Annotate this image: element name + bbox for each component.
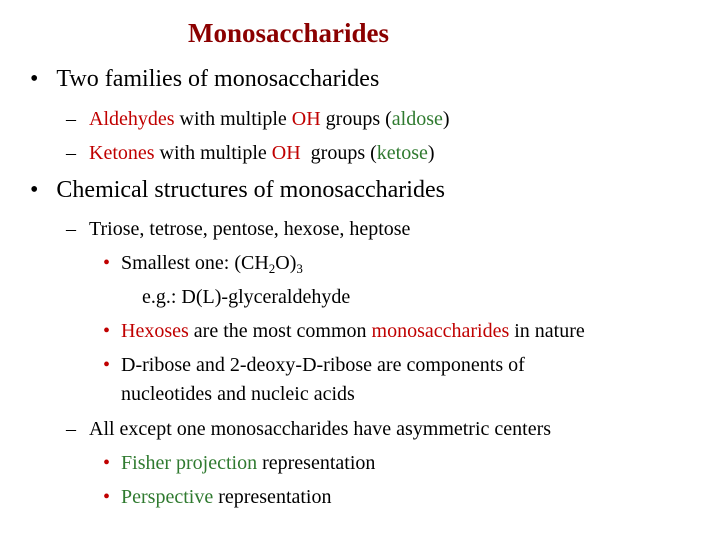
subitem-aldehydes <box>66 108 450 131</box>
text-fragment: ) <box>427 142 435 164</box>
dash-glyph: – <box>66 218 76 240</box>
bullet-glyph: • <box>103 320 111 342</box>
item-text: All except one monosaccharides have asymmetric centers <box>89 418 552 440</box>
dash-glyph: – <box>66 418 76 440</box>
aldehydes-term: Aldehydes <box>89 108 175 130</box>
subitem-triose <box>66 218 410 241</box>
text-fragment: groups ( <box>320 108 392 130</box>
oh-term: OH <box>291 108 321 130</box>
point-example: e.g.: D(L)-glyceraldehyde <box>142 286 351 308</box>
monosaccharides-term: monosaccharides <box>371 320 510 342</box>
aldose-term: aldose <box>391 108 443 130</box>
ketones-term: Ketones <box>89 142 155 164</box>
bullet-glyph: • <box>30 66 39 92</box>
bullet-glyph: • <box>103 252 111 274</box>
point-perspective <box>103 486 331 509</box>
ketose-term: ketose <box>376 142 428 164</box>
text-fragment: ) <box>442 108 450 130</box>
point-hexoses <box>103 320 585 343</box>
dash-glyph: – <box>66 142 76 164</box>
subscript: 2 <box>268 261 276 276</box>
text-fragment: with multiple <box>154 142 272 164</box>
text-fragment: are the most common <box>188 320 372 342</box>
subitem-asymmetric <box>66 418 551 441</box>
hexoses-term: Hexoses <box>121 320 189 342</box>
point-fisher <box>103 452 375 475</box>
point-ribose <box>103 354 525 377</box>
text-fragment: D-ribose and 2-deoxy-D-ribose are components of <box>121 354 525 376</box>
bullet-item-families <box>30 66 379 93</box>
bullet-glyph: • <box>103 486 111 508</box>
text-fragment: with multiple <box>174 108 292 130</box>
subitem-ketones <box>66 142 435 165</box>
dash-glyph: – <box>66 108 76 130</box>
oh-term: OH <box>271 142 301 164</box>
bullet-glyph: • <box>30 177 39 203</box>
point-ribose-cont: nucleotides and nucleic acids <box>121 383 355 405</box>
bullet-glyph: • <box>103 354 111 376</box>
item-text: Two families of monosaccharides <box>56 66 380 92</box>
text-fragment: groups ( <box>300 142 377 164</box>
fisher-term: Fisher projection <box>121 452 258 474</box>
subscript: 3 <box>296 261 303 276</box>
text-fragment: Smallest one: (CH <box>121 252 269 274</box>
slide-title: Monosaccharides <box>188 18 389 48</box>
text-fragment: representation <box>257 452 376 474</box>
text-fragment: in nature <box>509 320 585 342</box>
bullet-glyph: • <box>103 452 111 474</box>
item-text: Chemical structures of monosaccharides <box>56 177 445 203</box>
text-fragment: representation <box>213 486 332 508</box>
point-smallest <box>103 252 303 275</box>
bullet-item-structures <box>30 177 445 204</box>
text-fragment: O) <box>275 252 297 274</box>
item-text: Triose, tetrose, pentose, hexose, heptose <box>89 218 411 240</box>
perspective-term: Perspective <box>121 486 214 508</box>
